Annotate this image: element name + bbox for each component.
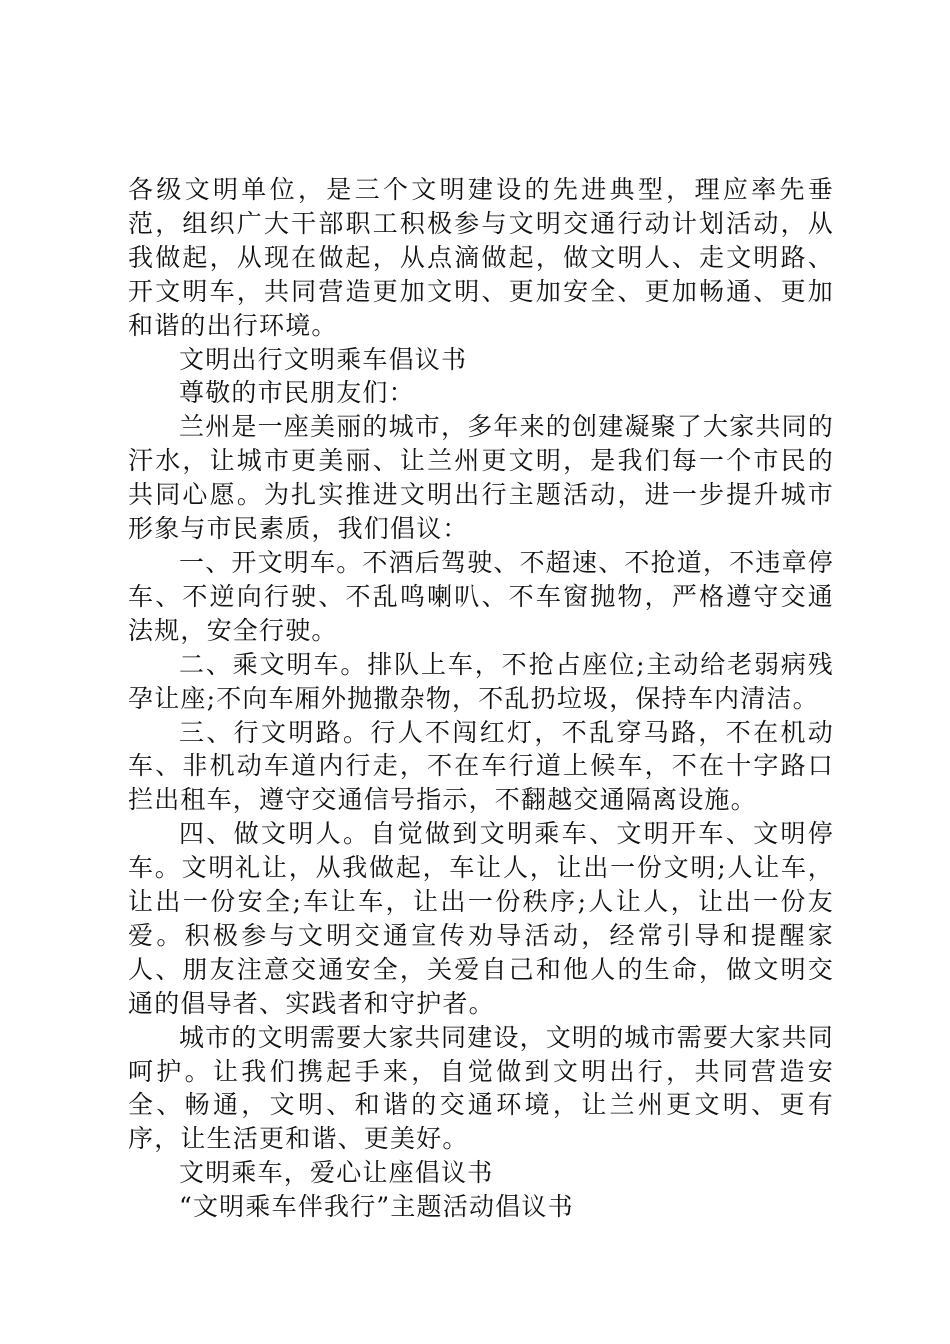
salutation: 尊敬的市民朋友们： [179, 378, 415, 408]
paragraph-closing: 城市的文明需要大家共同建设，文明的城市需要大家共同呵护。让我们携起手来，自觉做到文明出行，共同营造安全、畅通，文明、和谐的交通环境，让兰州更文明、更有序，让生活更和谐、更美好。 [128, 1022, 835, 1154]
paragraph-item-1-drive: 一、开文明车。不酒后驾驶、不超速、不抢道，不违章停车、不逆向行驶、不乱鸣喇叭、不车窗抛物，严格遵守交通法规，安全行驶。 [128, 547, 835, 645]
paragraph-civilized-units: 各级文明单位，是三个文明建设的先进典型，理应率先垂范，组织广大干部职工积极参与文明交通行动计划活动，从我做起，从现在做起，从点滴做起，做文明人、走文明路、开文明车，共同营造更加文明、更加安全、更加畅通、更加和谐的出行环境。 [128, 175, 834, 340]
paragraph-item-4-person: 四、做文明人。自觉做到文明乘车、文明开车、文明停车。文明礼让，从我做起，车让人，让出一份文明;人让车，让出一份安全;车让车，让出一份秩序;人让人，让出一份友爱。积极参与文明交通宣传劝导活动，经常引导和提醒家人、朋友注意交通安全，关爱自己和他人的生命，做文明交通的倡导者、实践者和守护者。 [128, 819, 834, 1018]
paragraph-item-2-ride: 二、乘文明车。排队上车，不抢占座位;主动给老弱病残孕让座;不向车厢外抛撒杂物，不乱扔垃圾，保持车内清洁。 [128, 649, 834, 713]
paragraph-lanzhou-intro: 兰州是一座美丽的城市，多年来的创建凝聚了大家共同的汗水，让城市更美丽、让兰州更文明，是我们每一个市民的共同心愿。为扎实推进文明出行主题活动，进一步提升城市形象与市民素质，我们倡议： [128, 412, 835, 544]
heading-civilized-travel-proposal: 文明出行文明乘车倡议书 [179, 344, 468, 374]
document-body [128, 173, 834, 1224]
heading-seat-offering-proposal: 文明乘车，爱心让座倡议书 [179, 1158, 494, 1188]
heading-theme-activity-proposal: “文明乘车伴我行”主题活动倡议书 [179, 1192, 574, 1222]
paragraph-item-3-walk: 三、行文明路。行人不闯红灯，不乱穿马路，不在机动车、非机动车道内行走，不在车行道上候车，不在十字路口拦出租车，遵守交通信号指示，不翻越交通隔离设施。 [128, 717, 834, 815]
